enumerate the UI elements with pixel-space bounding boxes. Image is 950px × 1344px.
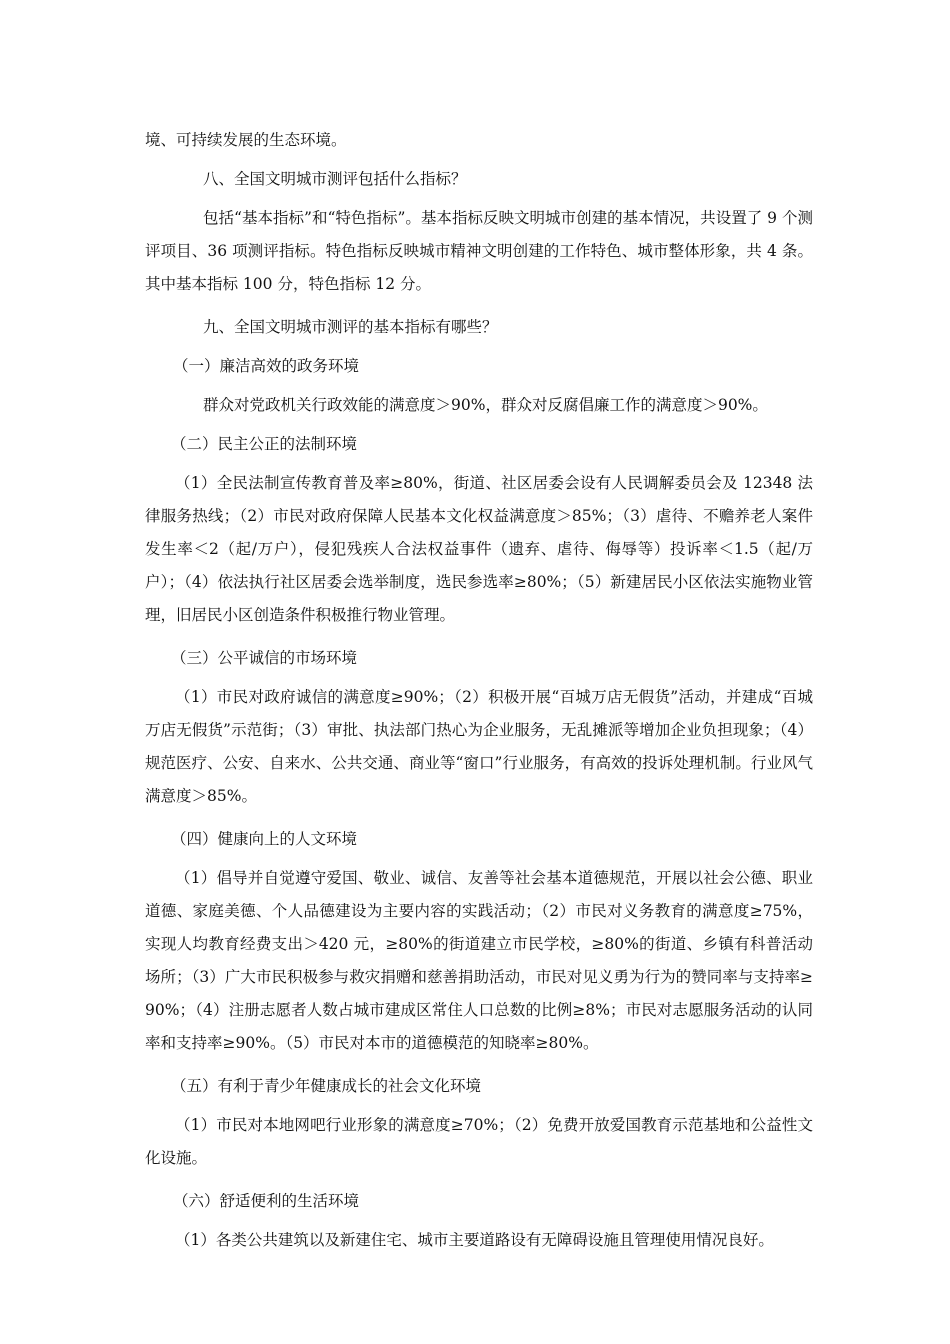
section-6-body: （1）各类公共建筑以及新建住宅、城市主要道路设有无障碍设施且管理使用情况良好。 [175, 1231, 774, 1249]
section-3-heading: （三）公平诚信的市场环境 [171, 649, 358, 667]
section-3-body: （1）市民对政府诚信的满意度≥90%；（2）积极开展“百城万店无假货”活动，并建成“百城万店无假货”示范街；（3）审批、执法部门热心为企业服务，无乱摊派等增加企业负担现象；（4）规范医疗、公安、自来水、公共交通、商业等“窗口”行业服务，有高效的投诉处理机制。行业风气满意度＞85%。 [145, 688, 813, 805]
section-4-body: （1）倡导并自觉遵守爱国、敬业、诚信、友善等社会基本道德规范，开展以社会公德、职业道德、家庭美德、个人品德建设为主要内容的实践活动；（2）市民对义务教育的满意度≥75%，实现人均教育经费支出＞420 元，≥80%的街道建立市民学校，≥80%的街道、乡镇有科普活动场所；（3）广大市民积极参与救灾捐赠和慈善捐助活动，市民对见义勇为行为的赞同率与支持率≥90%；（4）注册志愿者人数占城市建成区常住人口总数的比例≥8%；市民对志愿服务活动的认同率和支持率≥90%。（5）市民对本市的道德模范的知晓率≥80%。 [145, 869, 813, 1052]
section-1-body: 群众对党政机关行政效能的满意度＞90%，群众对反腐倡廉工作的满意度＞90%。 [203, 396, 768, 414]
section-5-heading: （五）有利于青少年健康成长的社会文化环境 [171, 1077, 482, 1095]
section-2-body: （1）全民法制宣传教育普及率≥80%，街道、社区居委会设有人民调解委员会及 12348 法律服务热线；（2）市民对政府保障人民基本文化权益满意度＞85%；（3）虐待、不赡养老人案件发生率＜2（起/万户），侵犯残疾人合法权益事件（遗弃、虐待、侮辱等）投诉率＜1.5（起/万户）；（4）依法执行社区居委会选举制度，选民参选率≥80%；（5）新建居民小区依法实施物业管理，旧居民小区创造条件积极推行物业管理。 [145, 474, 813, 624]
section-2-heading: （二）民主公正的法制环境 [171, 435, 358, 453]
section-6-heading: （六）舒适便利的生活环境 [173, 1192, 360, 1210]
paragraph-continuation: 境、可持续发展的生态环境。 [145, 131, 347, 149]
section-5-body: （1）市民对本地网吧行业形象的满意度≥70%；（2）免费开放爱国教育示范基地和公益性文化设施。 [145, 1116, 813, 1167]
section-1-heading: （一）廉洁高效的政务环境 [173, 357, 360, 375]
question-9-heading: 九、全国文明城市测评的基本指标有哪些？ [203, 318, 498, 336]
section-4-heading: （四）健康向上的人文环境 [171, 830, 358, 848]
document-body [145, 124, 813, 1267]
question-8-heading: 八、全国文明城市测评包括什么指标？ [203, 170, 467, 188]
answer-8-paragraph: 包括“基本指标”和“特色指标”。基本指标反映文明城市创建的基本情况，共设置了 9 个测评项目、36 项测评指标。特色指标反映城市精神文明创建的工作特色、城市整体形象，共 4 条。其中基本指标 100 分，特色指标 12 分。 [145, 209, 813, 293]
